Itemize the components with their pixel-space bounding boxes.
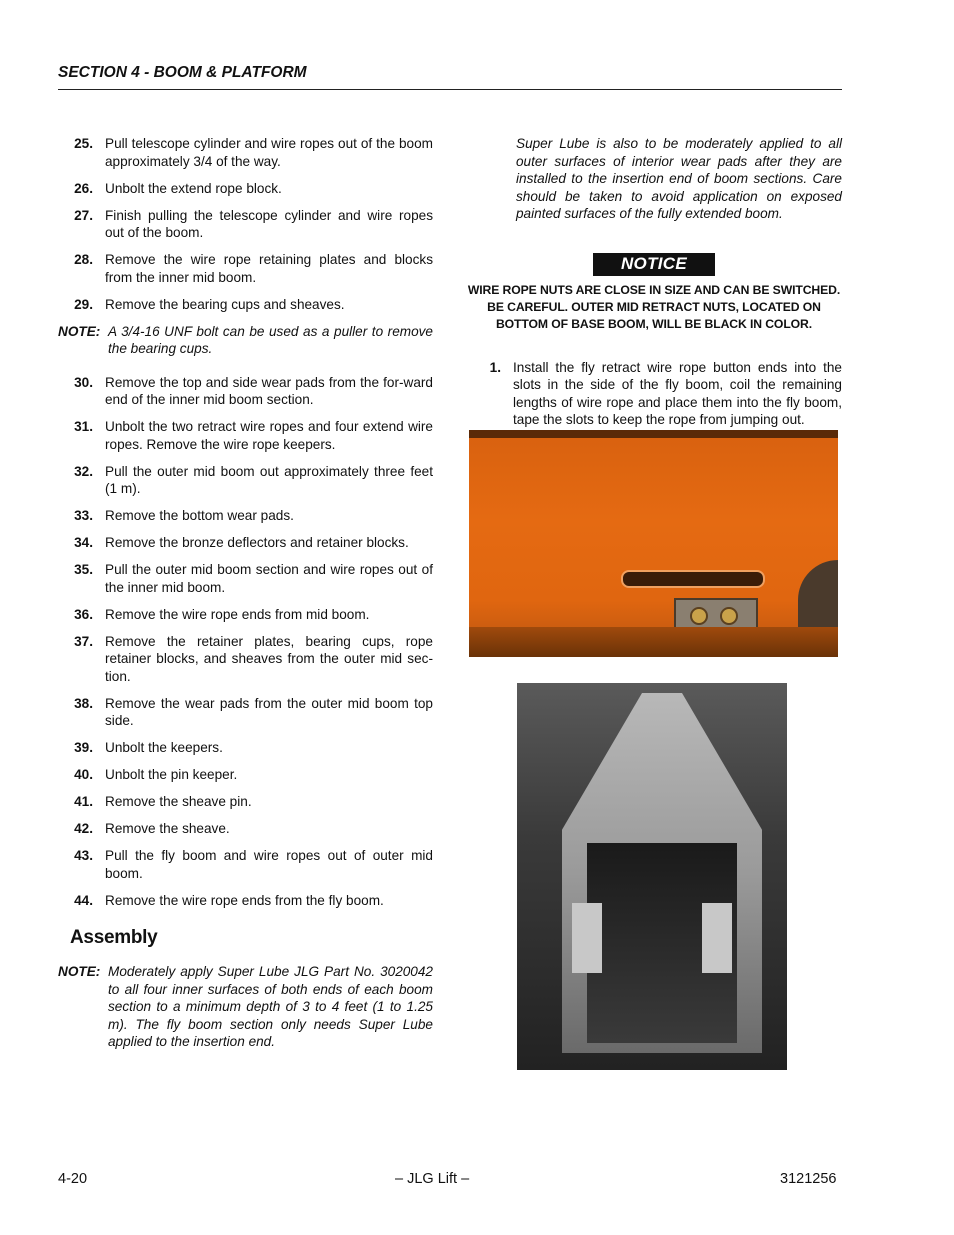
step-text: Remove the bronze deflectors and retainer blocks.	[105, 535, 409, 550]
list-item	[58, 793, 433, 811]
step-number: 32.	[74, 463, 93, 479]
step-text: Unbolt the pin keeper.	[105, 767, 238, 782]
step-number: 25.	[74, 136, 93, 151]
page-number: 4-20	[58, 1171, 88, 1187]
note-text: A 3/4-16 UNF bolt can be used as a puller to remove the bearing cups.	[108, 323, 433, 356]
step-text: Remove the wire rope ends from the fly boom.	[105, 892, 384, 908]
step-text: Remove the wire rope ends from mid boom.	[105, 606, 370, 622]
step-number: 29.	[74, 296, 93, 312]
note-label: NOTE:	[58, 323, 101, 339]
steps-list-b	[58, 374, 433, 910]
boom-end-photo	[517, 683, 787, 1070]
right-column	[466, 135, 842, 438]
list-item	[58, 463, 433, 498]
step-number: 44.	[74, 892, 93, 908]
note-text: Moderately apply Super Lube JLG Part No. 3020042 to all four inner surfaces of both ends of each boom section to a minimum depth of 3 to 4 feet (1 to 1.25 m). The fly boom section only needs Super Lube applied to the insertion end.	[108, 964, 433, 1049]
notice-badge: NOTICE	[593, 253, 715, 276]
step-number: 35.	[74, 562, 93, 577]
list-item	[58, 180, 433, 198]
list-item	[58, 507, 433, 525]
wear-pad	[572, 903, 602, 973]
step-text: Remove the bottom wear pads.	[105, 508, 294, 523]
step-text: Pull telescope cylinder and wire ropes out of the boom approximately 3/4 of the way.	[105, 136, 433, 169]
fly-boom-slot-photo	[469, 430, 838, 657]
step-text: Unbolt the keepers.	[105, 740, 223, 755]
step-text: Remove the sheave.	[105, 821, 230, 836]
note-super-lube	[58, 963, 433, 1051]
list-item	[58, 296, 433, 314]
section-header: SECTION 4 - BOOM & PLATFORM	[58, 64, 307, 81]
install-step	[466, 359, 842, 429]
list-item	[58, 766, 433, 784]
list-item	[58, 847, 433, 882]
step-text: Remove the wear pads from the outer mid boom top side.	[105, 695, 433, 728]
steps-list-a	[58, 135, 433, 313]
list-item	[58, 606, 433, 624]
rope-slot	[621, 570, 765, 588]
note-label: NOTE:	[58, 964, 101, 979]
step-number: 40.	[74, 767, 93, 782]
list-item	[58, 739, 433, 757]
notice-text: WIRE ROPE NUTS ARE CLOSE IN SIZE AND CAN BE SWITCHED. BE CAREFUL. OUTER MID RETRACT NUTS, LOCATED ON BOTTOM OF BASE BOOM, WILL BE BLACK IN COLOR.	[467, 282, 841, 331]
step-number: 43.	[74, 848, 93, 863]
nut-icon	[690, 607, 708, 625]
assembly-heading: Assembly	[70, 927, 158, 948]
list-item	[58, 561, 433, 596]
note-bearing-cups	[58, 323, 433, 358]
list-item	[58, 135, 433, 170]
wear-pad	[702, 903, 732, 973]
step-number: 42.	[74, 821, 93, 836]
nut-icon	[720, 607, 738, 625]
step-text: Remove the retainer plates, bearing cups, rope retainer blocks, and sheaves from the outer mid sec-tion.	[105, 633, 433, 684]
step-number: 37.	[74, 633, 93, 649]
step-text: Pull the outer mid boom section and wire ropes out of the inner mid boom.	[105, 562, 433, 595]
footer-center: – JLG Lift –	[395, 1171, 470, 1187]
step-number: 38.	[74, 695, 93, 711]
step-number: 39.	[74, 740, 93, 755]
super-lube-paragraph: Super Lube is also to be moderately applied to all outer surfaces of interior wear pads after they are installed to the insertion end of boom sections. Care should be taken to avoid application on exposed painted surfaces of the fully extended boom.	[516, 136, 842, 221]
step-text: Finish pulling the telescope cylinder and wire ropes out of the boom.	[105, 207, 433, 240]
step-text: Remove the top and side wear pads from the for-ward end of the inner mid boom section.	[105, 374, 433, 407]
list-item	[58, 633, 433, 686]
step-text: Pull the fly boom and wire ropes out of outer mid boom.	[105, 848, 433, 881]
step-number: 30.	[74, 374, 93, 390]
list-item	[58, 820, 433, 838]
step-number: 31.	[74, 419, 93, 434]
step-text: Install the fly retract wire rope button ends into the slots in the side of the fly boom, coil the remaining lengths of wire rope and place them into the fly boom, tape the slots to keep the rope from jumping out.	[513, 359, 842, 427]
list-item	[58, 418, 433, 453]
step-number: 27.	[74, 207, 93, 223]
list-item	[58, 374, 433, 409]
notice-block	[466, 253, 842, 333]
step-text: Unbolt the two retract wire ropes and four extend wire ropes. Remove the wire rope keepers.	[105, 419, 433, 452]
step-text: Remove the wire rope retaining plates and blocks from the inner mid boom.	[105, 252, 433, 285]
step-text: Remove the bearing cups and sheaves.	[105, 296, 345, 312]
step-number: 26.	[74, 180, 93, 196]
list-item	[58, 695, 433, 730]
step-text: Remove the sheave pin.	[105, 794, 252, 809]
step-text: Unbolt the extend rope block.	[105, 180, 282, 196]
step-number: 1.	[489, 359, 501, 375]
list-item	[58, 207, 433, 242]
header-divider	[58, 89, 842, 90]
step-text: Pull the outer mid boom out approximately three feet (1 m).	[105, 463, 433, 496]
step-number: 28.	[74, 252, 93, 267]
step-number: 36.	[74, 606, 93, 622]
list-item	[58, 892, 433, 910]
step-number: 41.	[74, 794, 93, 809]
left-column	[58, 135, 433, 1067]
document-number: 3121256	[780, 1171, 837, 1187]
step-number: 33.	[74, 508, 93, 523]
step-number: 34.	[74, 535, 93, 550]
list-item	[58, 251, 433, 286]
list-item	[58, 534, 433, 552]
